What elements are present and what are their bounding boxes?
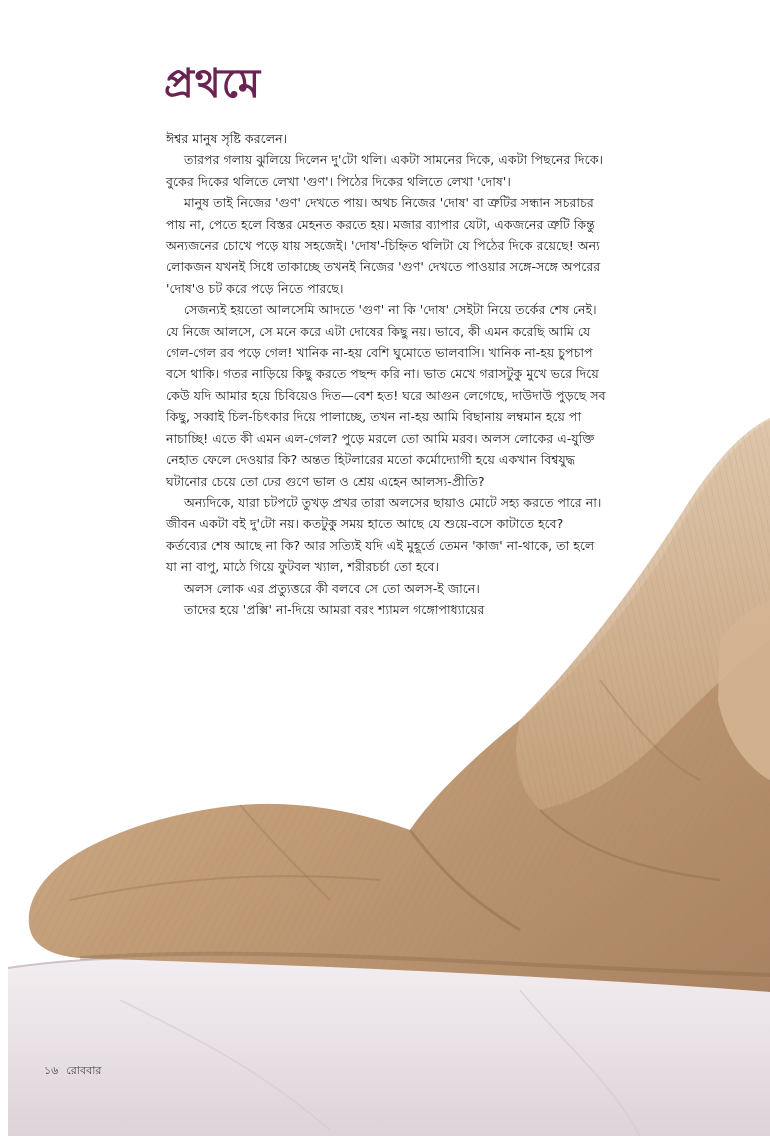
page-footer bbox=[44, 1062, 102, 1081]
paragraph: মানুষ তাই নিজের 'গুণ' দেখতে পায়। অথচ নিজের 'দোষ' বা ত্রুটির সন্ধান সচরাচর পায় না, পেতে হলে বিস্তর মেহনত করতে হয়। মজার ব্যাপার যেটা, একজনের ত্রুটি কিন্তু অন্যজনের চোখে পড়ে যায় সহজেই। 'দোষ'-চিহ্নিত থলিটা যে পিঠের দিকে রয়েছে! অন্য লোকজন যখনই সিধে তাকাচ্ছে তখনই নিজের 'গুণ' দেখতে পাওয়ার সঙ্গে-সঙ্গে অপরের 'দোষ'ও চট করে পড়ে নিতে পারছে। bbox=[166, 195, 601, 296]
article-body bbox=[166, 128, 606, 620]
paragraph: সেজন্যই হয়তো আলসেমি আদতে 'গুণ' না কি 'দোষ' সেইটা নিয়ে তর্কের শেষ নেই। যে নিজে আলসে, সে মনে করে এটা দোষের কিছু নয়। ভাবে, কী এমন করেছি আমি যে গেল-গেল রব পড়ে গেল! খানিক না-হয় বেশি ঘুমোতে ভালবাসি। খানিক না-হয় চুপচাপ বসে থাকি। গতর নাড়িয়ে কিছু করতে পছন্দ করি না। ভাত মেখে গরাসটুকু মুখে ভরে দিয়ে কেউ যদি আমার হয়ে চিবিয়েও দিত—বেশ হত! ঘরে আগুন লেগেছে, দাউদাউ পুড়ছে সব কিছু, সব্বাই চিল-চিৎকার দিয়ে পালাচ্ছে, তখন না-হয় আমি বিছানায় লম্বমান হয়ে পা নাচাচ্ছি! এতে কী এমন এল-গেল? পুড়ে মরলে তো আমি মরব। অলস লোকের এ-যুক্তি নেহাত ফেলে দেওয়ার কি? অন্তত হিটলারের মতো কর্মোদ্যোগী হয়ে একখান বিশ্বযুদ্ধ ঘটানোর চেয়ে তো ঢের গুণে ভাল ও শ্রেয় এহেন আলস্য-প্রীতি? bbox=[166, 302, 606, 489]
paragraph: ঈশ্বর মানুষ সৃষ্টি করলেন। bbox=[166, 131, 288, 146]
paragraph: অন্যদিকে, যারা চটপটে তুখড় প্রখর তারা অলসের ছায়াও মোটে সহ্য করতে পারে না। জীবন একটা বই দু'টো নয়। কতটুকু সময় হাতে আছে যে শুয়ে-বসে কাটাতে হবে? কর্তব্যের শেষ আছে না কি? আর সত্যিই যদি এই মুহূর্তে তেমন 'কাজ' না-থাকে, তা হলে যা না বাপু, মাঠে গিয়ে ফুটবল খ্যাল, শরীরচর্চা তো হবে। bbox=[166, 494, 602, 575]
publication-name: রোববার bbox=[66, 1064, 102, 1077]
paragraph: অলস লোক এর প্রত্যুত্তরে কী বলবে সে তো অলস-ই জানে। bbox=[184, 580, 480, 596]
page-number: ১৬ bbox=[44, 1064, 59, 1077]
paragraph: তাদের হয়ে 'প্রক্সি' না-দিয়ে আমরা বরং শ্যামল গঙ্গোপাধ্যায়ের bbox=[184, 601, 485, 617]
paragraph: তারপর গলায় ঝুলিয়ে দিলেন দু'টো থলি। একটা সামনের দিকে, একটা পিছনের দিকে। বুকের দিকের থলিতে লেখা 'গুণ'। পিঠের দিকের থলিতে লেখা 'দোষ'। bbox=[166, 152, 604, 189]
article-title: প্রথমে bbox=[164, 60, 262, 107]
